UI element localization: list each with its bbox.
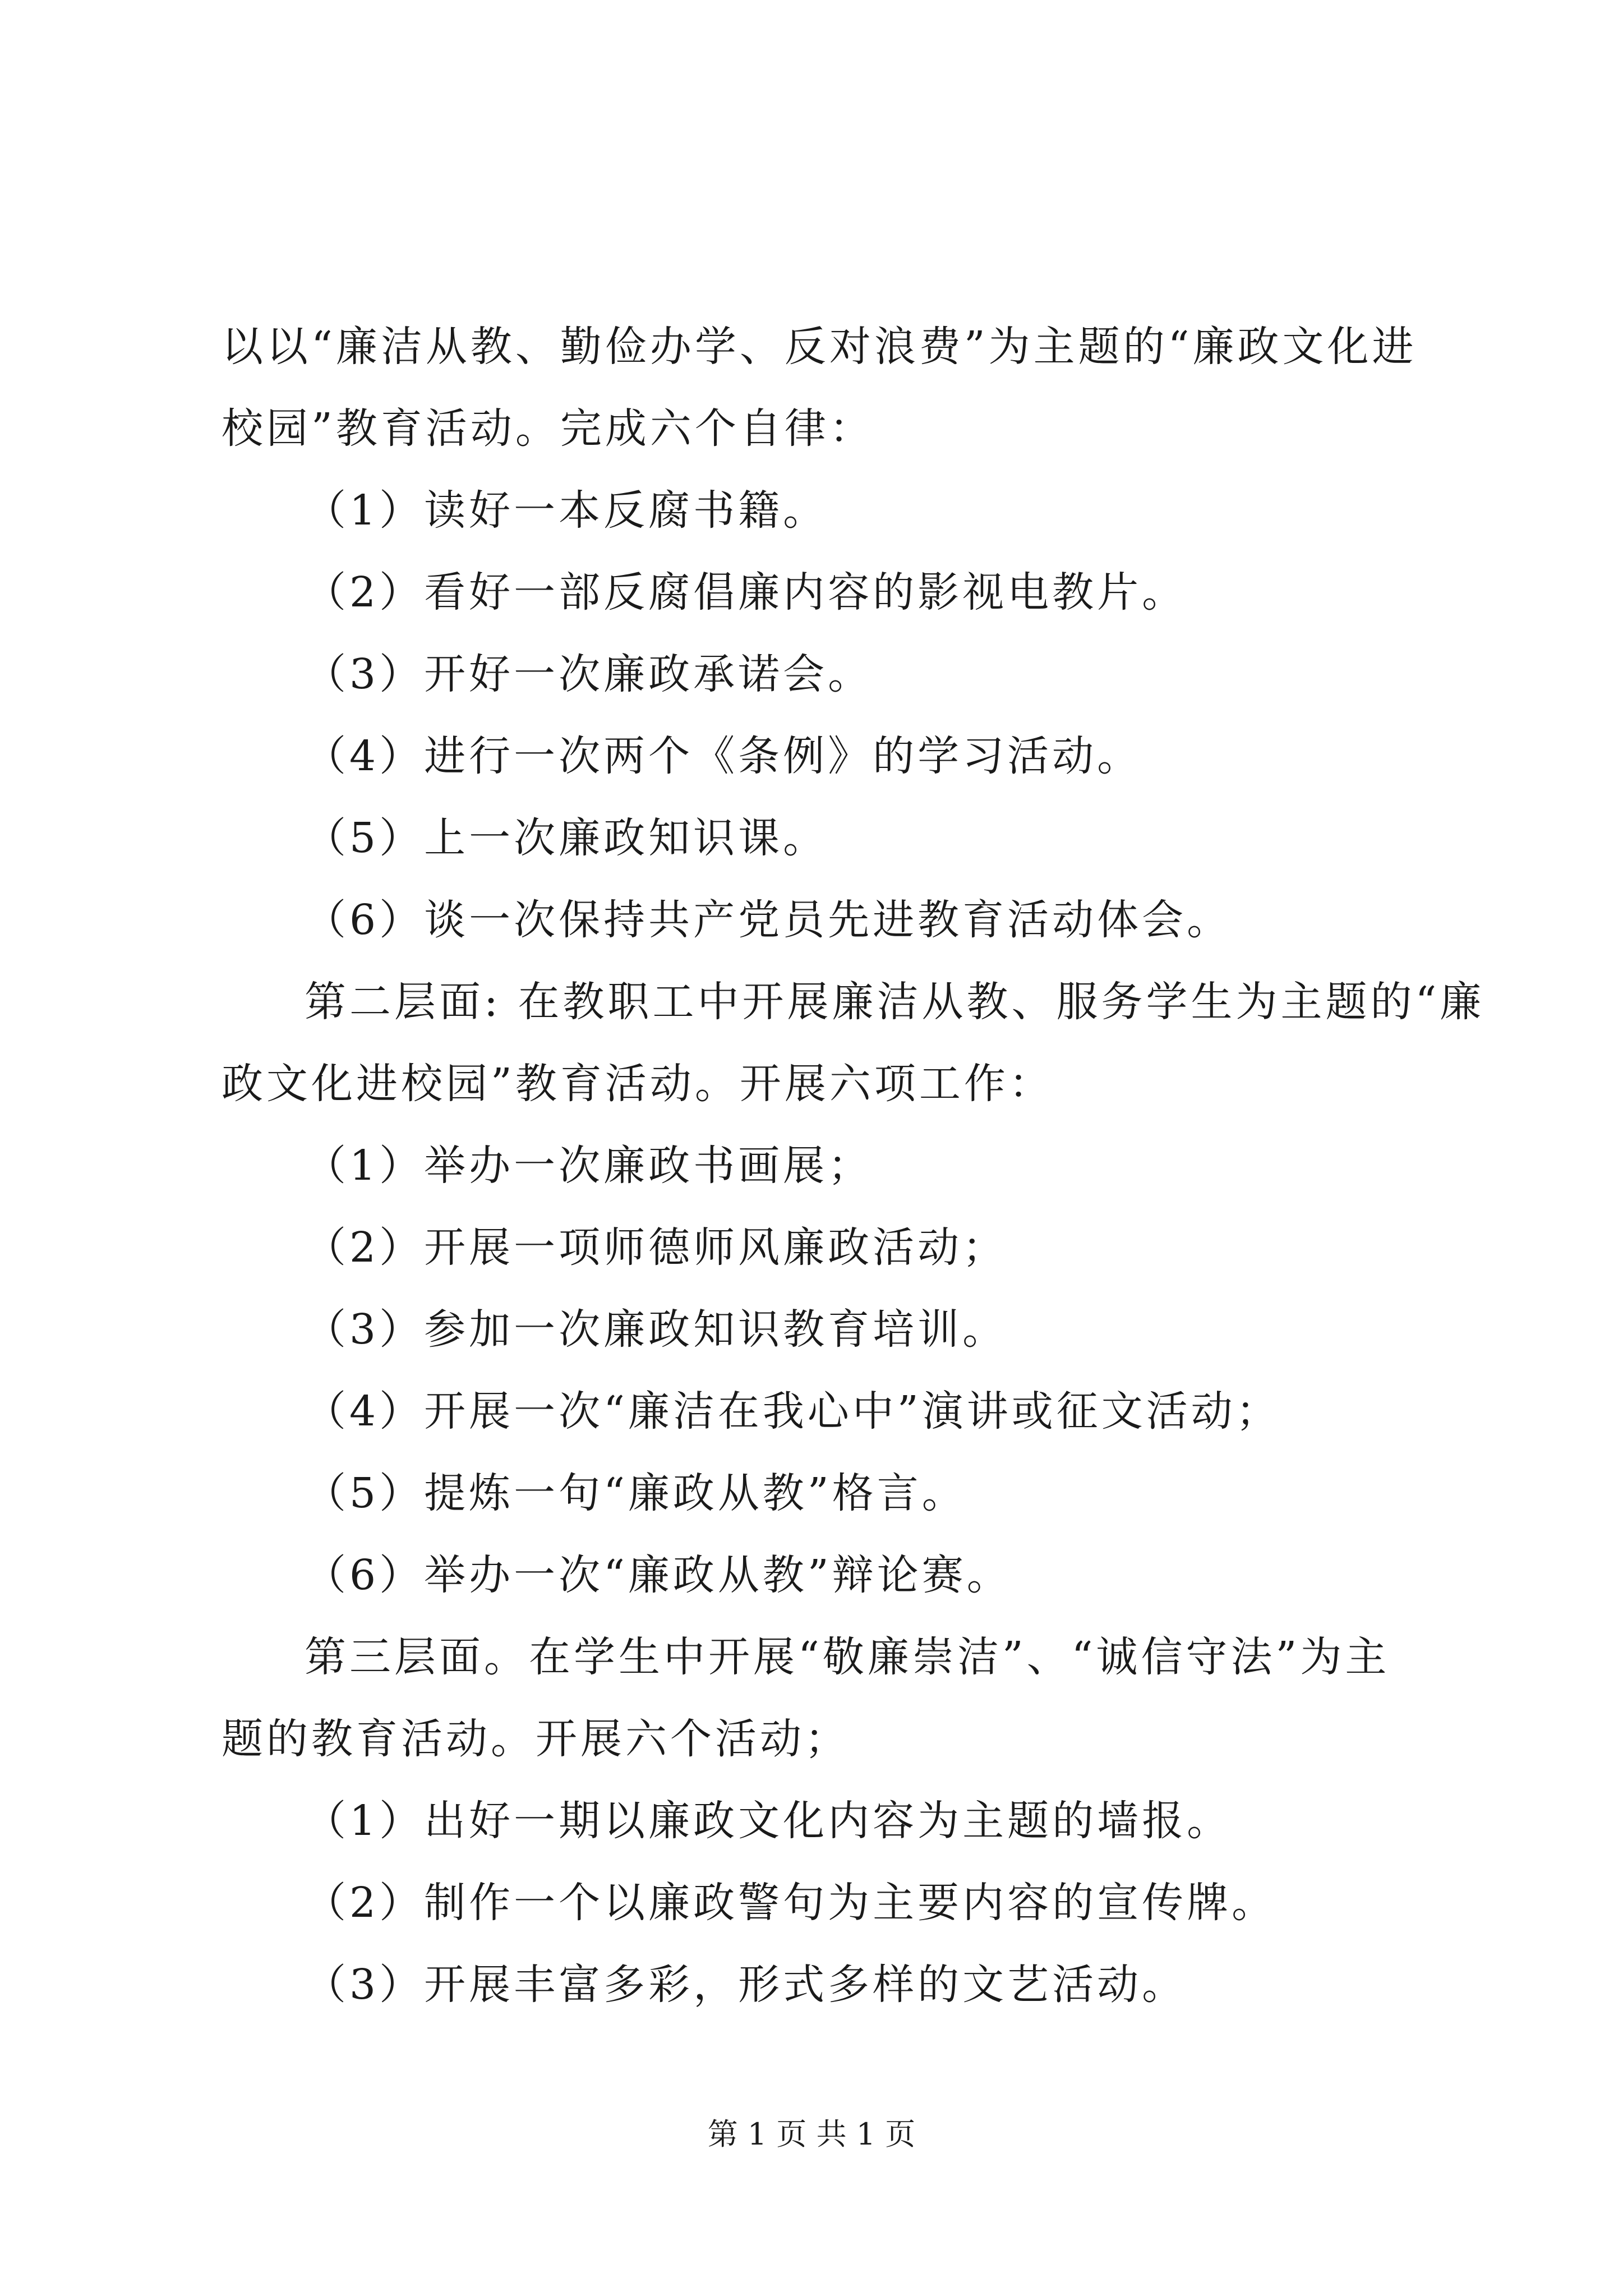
document-body bbox=[222, 306, 1485, 2026]
section-heading-line: 第二层面: 在教职工中开展廉洁从教、服务学生为主题的“廉 bbox=[305, 978, 1485, 1026]
list-item: （4）进行一次两个《条例》的学习活动。 bbox=[305, 732, 1142, 780]
list-item: （3）开好一次廉政承诺会。 bbox=[305, 650, 873, 698]
list-item: （6）举办一次“廉政从教”辩论赛。 bbox=[305, 1551, 1012, 1599]
list-item: （4）开展一次“廉洁在我心中”演讲或征文活动； bbox=[305, 1387, 1281, 1435]
list-item: （1）读好一本反腐书籍。 bbox=[305, 486, 828, 535]
list-item: （2）看好一部反腐倡廉内容的影视电教片。 bbox=[305, 568, 1187, 616]
text-line: 以以“廉洁从教、勤俭办学、反对浪费”为主题的“廉政文化进 bbox=[222, 323, 1417, 371]
list-item: （2）开展一项师德师风廉政活动； bbox=[305, 1223, 1008, 1272]
text-line: 政文化进校园”教育活动。开展六项工作： bbox=[222, 1060, 1054, 1108]
text-line: 题的教育活动。开展六个活动； bbox=[222, 1715, 850, 1763]
list-item: （3）开展丰富多彩，形式多样的文艺活动。 bbox=[305, 1961, 1187, 2009]
section-heading-line: 第三层面。在学生中开展“敬廉崇洁”、“诚信守法”为主 bbox=[305, 1633, 1390, 1681]
list-item: （1）出好一期以廉政文化内容为主题的墙报。 bbox=[305, 1797, 1232, 1845]
list-item: （6）谈一次保持共产党员先进教育活动体会。 bbox=[305, 896, 1232, 944]
page-number-footer: 第 1 页 共 1 页 bbox=[707, 2116, 916, 2152]
list-item: （5）提炼一句“廉政从教”格言。 bbox=[305, 1469, 967, 1517]
list-item: （5）上一次廉政知识课。 bbox=[305, 814, 828, 862]
list-item: （1）举办一次廉政书画展； bbox=[305, 1142, 873, 1190]
list-item: （3）参加一次廉政知识教育培训。 bbox=[305, 1305, 1008, 1354]
text-line: 校园”教育活动。完成六个自律： bbox=[222, 404, 874, 453]
list-item: （2）制作一个以廉政警句为主要内容的宣传牌。 bbox=[305, 1879, 1277, 1927]
